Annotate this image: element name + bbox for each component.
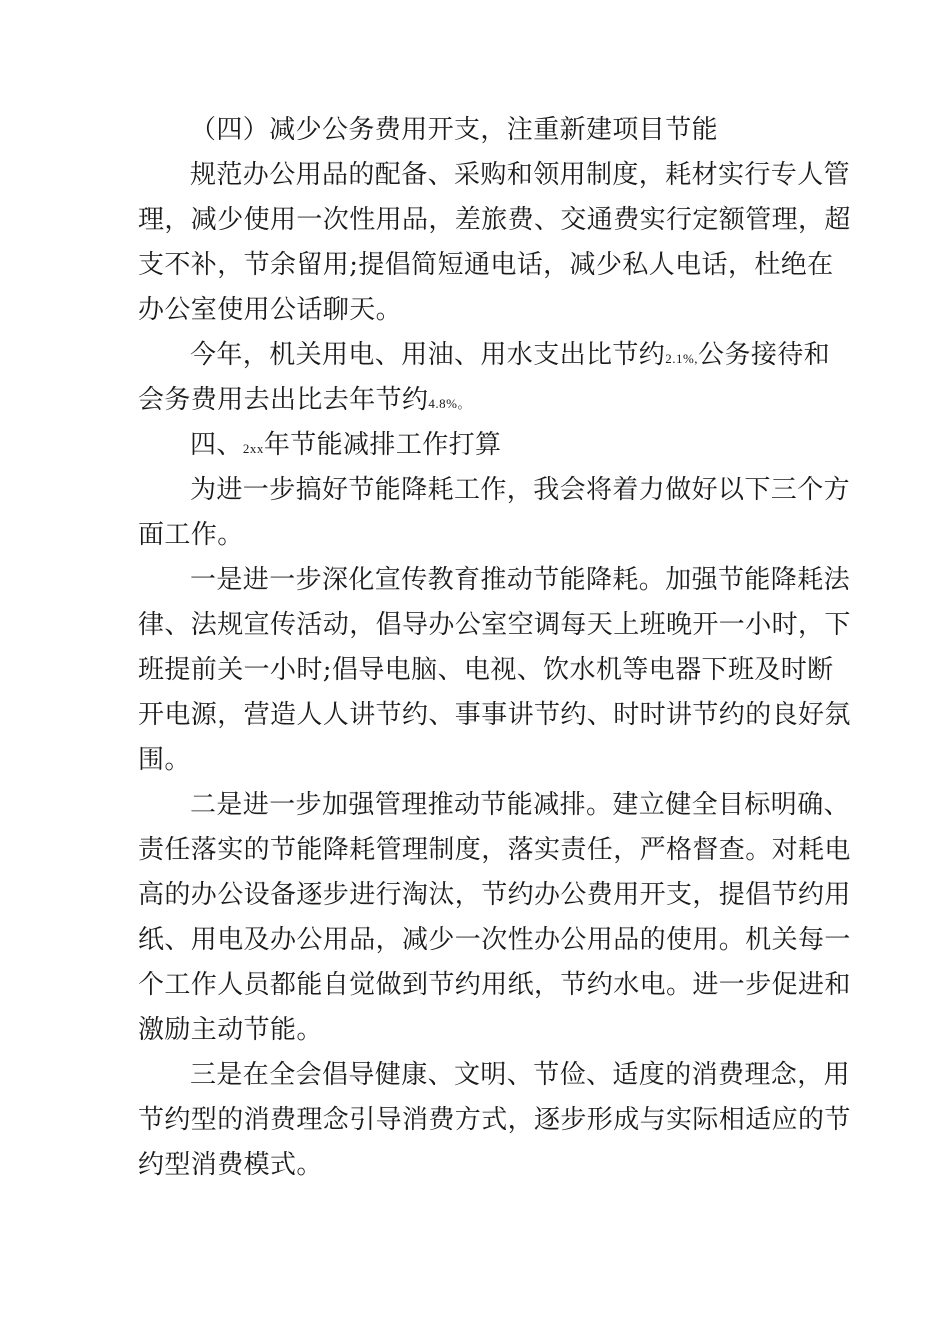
paragraph-line: 围。 [138,745,191,775]
paragraph-line: 二是进一步加强管理推动节能减排。建立健全目标明确、 [190,790,851,820]
paragraph-line: 约型消费模式。 [138,1150,323,1180]
paragraph-line: 激励主动节能。 [138,1015,323,1045]
paragraph-line: 纸、用电及办公用品，减少一次性办公用品的使用。机关每一 [138,925,851,955]
paragraph-line: 节约型的消费理念引导消费方式，逐步形成与实际相适应的节 [138,1105,851,1135]
text-run: 公务接待和 [698,340,831,370]
paragraph-line: 理，减少使用一次性用品，差旅费、交通费实行定额管理，超 [138,205,851,235]
text-run: 今年，机关用电、用油、用水支出比节约 [190,340,666,370]
section-heading-4 [190,430,501,464]
paragraph-line: 办公室使用公话聊天。 [138,295,403,325]
paragraph-line: 三是在全会倡导健康、文明、节俭、适度的消费理念，用 [190,1060,851,1090]
paragraph-line: 规范办公用品的配备、采购和领用制度，耗材实行专人管 [190,160,851,190]
paragraph-line: 高的办公设备逐步进行淘汰，节约办公费用开支，提倡节约用 [138,880,851,910]
text-run: 会务费用去出比去年节约 [138,385,429,415]
percentage-value: 2.1%, [665,351,699,366]
paragraph-line: 为进一步搞好节能降耗工作，我会将着力做好以下三个方 [190,475,851,505]
paragraph-line: 一是进一步深化宣传教育推动节能降耗。加强节能降耗法 [190,565,851,595]
paragraph-line: 面工作。 [138,520,244,550]
paragraph-line: 个工作人员都能自觉做到节约用纸，节约水电。进一步促进和 [138,970,851,1000]
section-title: 年节能减排工作打算 [263,430,502,460]
paragraph-line: 支不补，节余留用;提倡简短通电话，减少私人电话，杜绝在 [138,250,834,280]
paragraph-line: 责任落实的节能降耗管理制度，落实责任，严格督查。对耗电 [138,835,851,865]
paragraph-line: 班提前关一小时;倡导电脑、电视、饮水机等电器下班及时断 [138,655,834,685]
paragraph-line: 律、法规宣传活动，倡导办公室空调每天上班晚开一小时，下 [138,610,851,640]
percentage-value: 4.8%。 [428,396,471,411]
paragraph-line: 开电源，营造人人讲节约、事事讲节约、时时讲节约的良好氛 [138,700,851,730]
section-prefix: 四、 [190,430,243,460]
section-year: 2xx [242,441,264,456]
subheading-4: （四）减少公务费用开支，注重新建项目节能 [190,115,719,145]
paragraph-line [190,340,830,374]
paragraph-line [138,385,471,419]
